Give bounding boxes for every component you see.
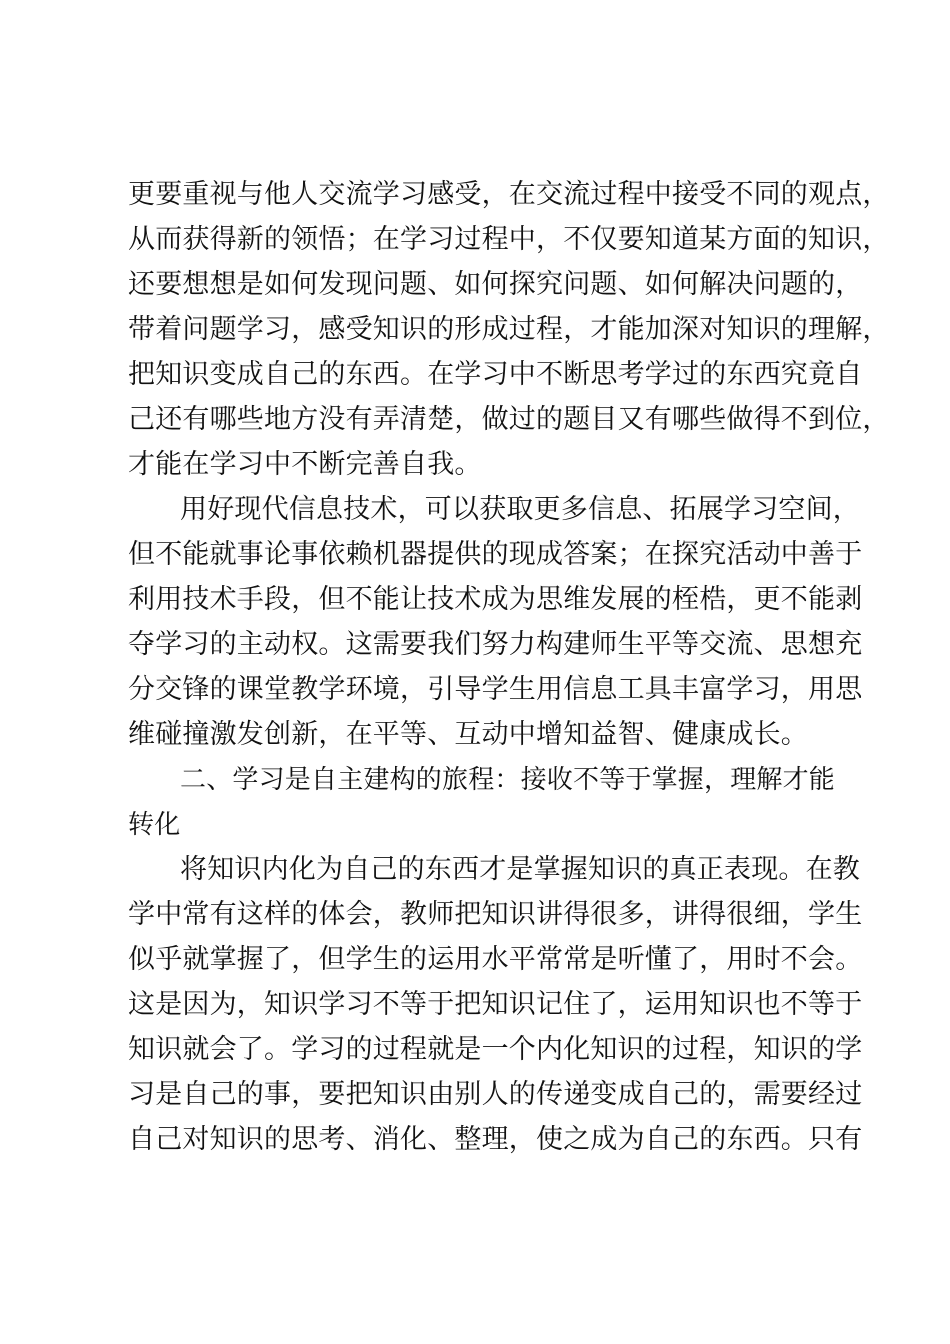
text-line: 似乎就掌握了，但学生的运用水平常常是听懂了，用时不会。 xyxy=(128,944,863,975)
text-line: 更要重视与他人交流学习感受，在交流过程中接受不同的观点， xyxy=(128,179,890,210)
text-line: 维碰撞激发创新，在平等、互动中增知益智、健康成长。 xyxy=(128,719,808,750)
text-line: 习是自己的事，要把知识由别人的传递变成自己的，需要经过 xyxy=(128,1079,863,1110)
paragraph-first-line: 用好现代信息技术，可以获取更多信息、拓展学习空间， xyxy=(180,494,860,525)
text-line: 己还有哪些地方没有弄清楚，做过的题目又有哪些做得不到位， xyxy=(128,404,890,435)
text-line: 这是因为，知识学习不等于把知识记住了，运用知识也不等于 xyxy=(128,989,863,1020)
text-line: 把知识变成自己的东西。在学习中不断思考学过的东西究竟自 xyxy=(128,359,863,390)
text-line: 从而获得新的领悟；在学习过程中，不仅要知道某方面的知识， xyxy=(128,224,890,255)
text-line: 夺学习的主动权。这需要我们努力构建师生平等交流、思想充 xyxy=(128,629,863,660)
paragraph-first-line: 将知识内化为自己的东西才是掌握知识的真正表现。在教 xyxy=(180,854,860,885)
text-line: 带着问题学习，感受知识的形成过程，才能加深对知识的理解， xyxy=(128,314,890,345)
text-line: 自己对知识的思考、消化、整理，使之成为自己的东西。只有 xyxy=(128,1124,863,1155)
text-line: 但不能就事论事依赖机器提供的现成答案；在探究活动中善于 xyxy=(128,539,863,570)
text-line: 才能在学习中不断完善自我。 xyxy=(128,449,482,480)
text-line: 分交锋的课堂教学环境，引导学生用信息工具丰富学习，用思 xyxy=(128,674,863,705)
section-heading: 二、学习是自主建构的旅程：接收不等于掌握，理解才能 xyxy=(180,765,836,795)
text-line: 学中常有这样的体会，教师把知识讲得很多，讲得很细，学生 xyxy=(128,899,863,930)
text-line: 知识就会了。学习的过程就是一个内化知识的过程，知识的学 xyxy=(128,1034,863,1065)
text-line: 利用技术手段，但不能让技术成为思维发展的桎梏，更不能剥 xyxy=(128,584,863,615)
section-heading-continued: 转化 xyxy=(128,810,181,840)
text-line: 还要想想是如何发现问题、如何探究问题、如何解决问题的， xyxy=(128,269,863,300)
